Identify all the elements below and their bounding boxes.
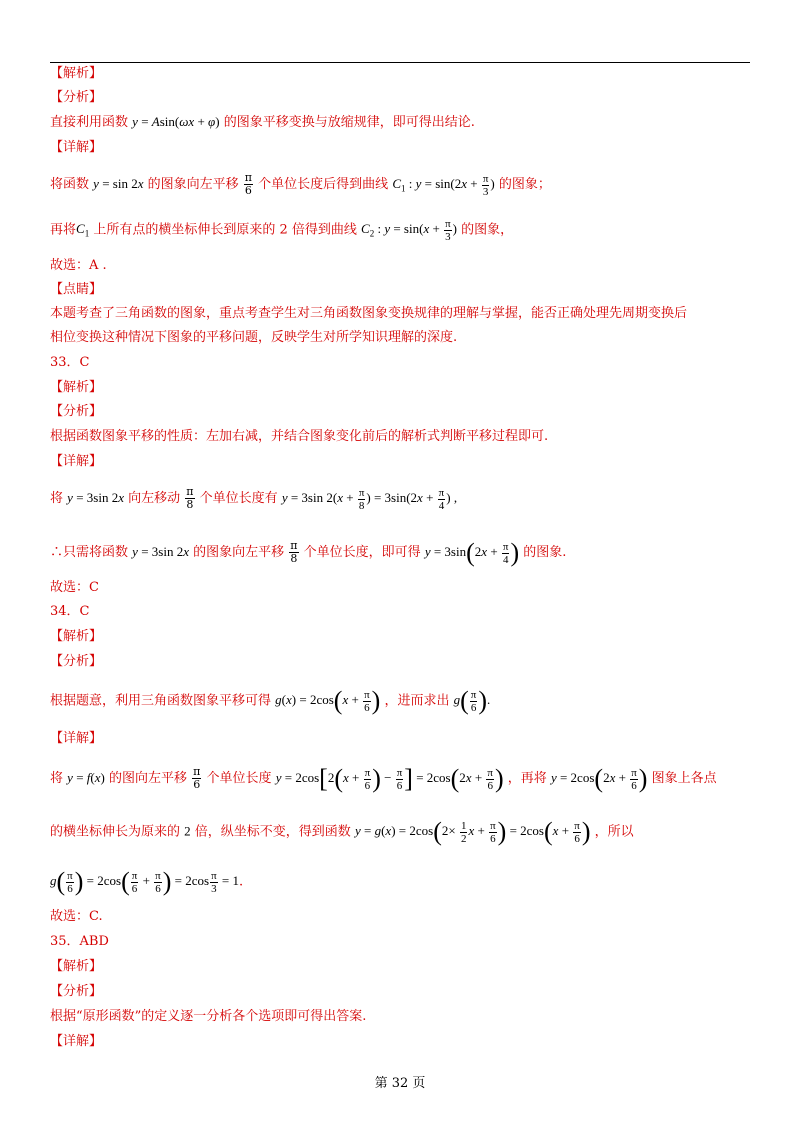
tag-jiexi: 【解析】 <box>50 380 103 395</box>
formula: y = f(x) <box>67 770 105 785</box>
text: 将函数 <box>50 177 90 192</box>
formula: y = 2cos[2(x + $\frac{\pi}{6}$ ) − $\frac{\pi}{6}$ ] = 2cos(2x + $\frac{\pi}{6}$ ) <box>275 764 504 794</box>
formula: y = sin 2x <box>93 176 144 191</box>
text: ∴只需将函数 <box>50 545 129 560</box>
text: 个单位长度有 <box>199 491 278 506</box>
formula: g( $\frac{\pi}{6}$ ). <box>453 686 491 716</box>
tag-fenxi: 【分析】 <box>50 984 103 999</box>
text: ，再将 <box>507 771 547 786</box>
text: 向左移动 <box>128 491 181 506</box>
text: 的图象， <box>461 222 514 238</box>
header-rule <box>50 62 750 63</box>
text: 根据题意，利用三角函数图象平移可得 <box>50 693 272 709</box>
formula: $C_1$ : y = sin(2x + $\frac{\pi}{3}$ ) <box>392 172 495 198</box>
text: 上所有点的横坐标伸长到原来的 2 倍得到曲线 <box>93 222 357 238</box>
tag-fenxi: 【分析】 <box>50 404 103 419</box>
tag-dianjing: 【点睛】 <box>50 282 103 297</box>
formula: y = 2cos(2x + $\frac{\pi}{6}$ ) <box>550 764 648 794</box>
text: 的图象向左平移 <box>193 545 285 560</box>
tag-fenxi: 【分析】 <box>50 654 103 669</box>
q32-comment-2: 相位变换这种情况下图象的平移问题，反映学生对所学知识理解的深度. <box>50 330 458 345</box>
page-number: 第 32 页 <box>374 1076 426 1091</box>
tag-xiangjie: 【详解】 <box>50 731 103 746</box>
text: 的图象平移变换与放缩规律，即可得出结论. <box>223 115 475 130</box>
formula: g(x) = 2cos(x + $\frac{\pi}{6}$ ) <box>275 686 381 716</box>
q34-detail-3: g( $\frac{\pi}{6}$ ) = 2cos( $\frac{\pi}{6}$ + $\frac{\pi}{6}$ ) = 2cos $\frac{\pi}{3}$ = 1. <box>50 867 244 897</box>
tag-xiangjie: 【详解】 <box>50 454 103 469</box>
formula: y = 3sin 2x <box>67 490 124 505</box>
text: ，所以 <box>594 824 634 840</box>
text: 的图象向左平移 <box>147 177 239 192</box>
formula: g( $\frac{\pi}{6}$ ) = 2cos( $\frac{\pi}{6}$ + $\frac{\pi}{6}$ ) = 2cos $\frac{\pi}{3}$ = 1 <box>50 867 239 897</box>
q33-answer: 故选：C <box>50 580 99 595</box>
q33-detail-1 <box>50 486 457 512</box>
q34-analysis <box>50 686 491 716</box>
text: 个单位长度 <box>206 771 272 786</box>
q34-header: 34．C <box>50 604 90 619</box>
text: 个单位长度后得到曲线 <box>258 177 389 192</box>
formula: y = Asin(ωx + φ) <box>132 114 220 129</box>
q34-detail-1 <box>50 766 717 792</box>
q35-analysis: 根据“原形函数”的定义逐一分析各个选项即可得出答案. <box>50 1009 367 1024</box>
fraction: $\frac{\pi}{6}$ <box>193 765 201 791</box>
text: 的图向左平移 <box>109 771 188 786</box>
fraction: $\frac{\pi}{8}$ <box>290 539 298 565</box>
tag-fenxi: 【分析】 <box>50 90 103 105</box>
q33-header: 33．C <box>50 355 90 370</box>
tag-xiangjie: 【详解】 <box>50 1034 103 1049</box>
fraction: $\frac{\pi}{6}$ <box>244 171 253 197</box>
q32-detail-2 <box>50 218 513 243</box>
text: 再将 <box>50 222 77 238</box>
tag-xiangjie: 【详解】 <box>50 140 103 155</box>
text: 倍，纵坐标不变，得到函数 <box>194 824 351 840</box>
formula: y = 3sin 2(x + $\frac{\pi}{8}$ ) = 3sin(2x + $\frac{\pi}{4}$ ) , <box>281 486 458 512</box>
text: 直接利用函数 <box>50 115 129 130</box>
text: 将 <box>50 491 64 506</box>
q35-header: 35．ABD <box>50 934 109 949</box>
q32-analysis <box>50 114 475 131</box>
formula: y = 3sin 2x <box>132 544 189 559</box>
text: 将 <box>50 771 64 786</box>
tag-jiexi: 【解析】 <box>50 959 103 974</box>
number: 2 <box>184 823 191 839</box>
q34-detail-2 <box>50 817 634 847</box>
tag-jiexi: 【解析】 <box>50 629 103 644</box>
q32-answer: 故选：A . <box>50 258 107 273</box>
formula: $C_1$ <box>76 221 90 240</box>
text: 个单位长度，即可得 <box>303 545 421 560</box>
text: 的图象； <box>498 177 551 192</box>
q34-answer: 故选：C. <box>50 909 103 924</box>
fraction: $\frac{\pi}{8}$ <box>186 485 194 511</box>
q32-comment-1: 本题考查了三角函数的图象，重点考查学生对三角函数图象变换规律的理解与掌握，能否正确处理先周期变换后 <box>50 306 688 321</box>
formula: y = 3sin(2x + $\frac{\pi}{4}$ ) <box>424 538 520 568</box>
q33-analysis: 根据函数图象平移的性质：左加右减，并结合图象变化前后的解析式判断平移过程即可. <box>50 429 549 444</box>
text: ，进而求出 <box>384 693 450 709</box>
q32-detail-1 <box>50 172 551 198</box>
q33-detail-2 <box>50 540 566 566</box>
formula: $C_2$ : y = sin(x + $\frac{\pi}{3}$ ) <box>361 218 457 243</box>
formula: y = g(x) = 2cos(2× $\frac{1}{2}$ x + $\frac{\pi}{6}$ ) = 2cos(x + $\frac{\pi}{6}$ ) <box>354 817 591 847</box>
tag-jiexi: 【解析】 <box>50 66 103 81</box>
text: 的横坐标伸长为原来的 <box>50 824 181 840</box>
text: 的图象. <box>523 545 567 560</box>
text: 图象上各点 <box>651 771 717 786</box>
